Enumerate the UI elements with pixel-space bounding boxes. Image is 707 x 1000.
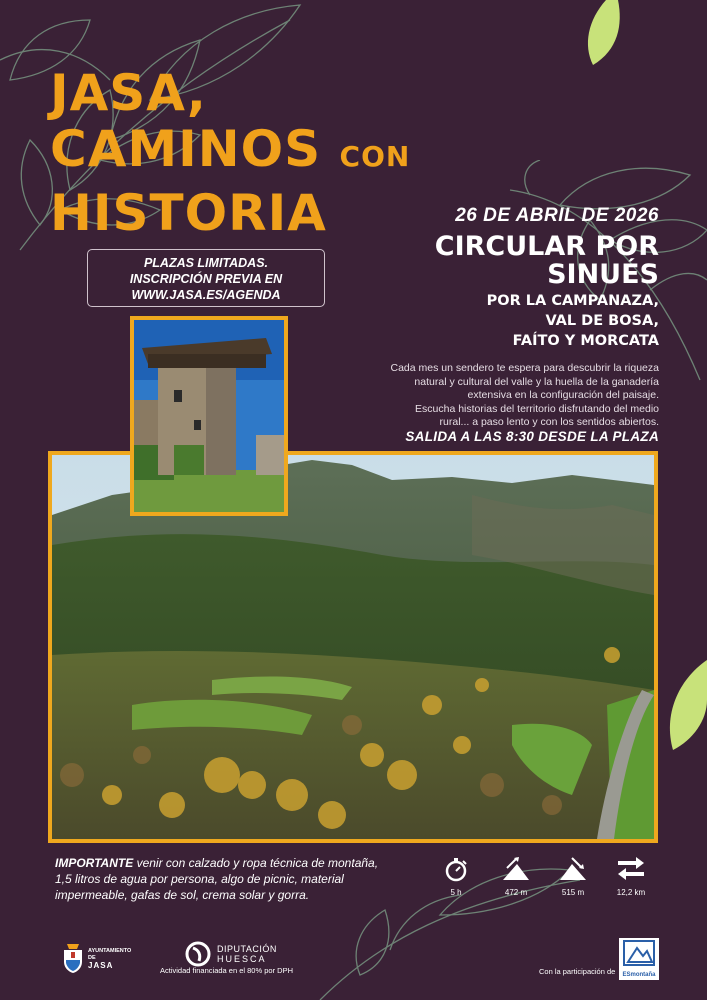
tower-image [134, 320, 284, 512]
stat-descent-value: 515 m [561, 888, 585, 897]
description-line-2: natural y cultural del valle y la huella de la ganadería [414, 375, 659, 388]
green-leaf-top-right [578, 0, 628, 70]
route-via-line-2: VAL DE BOSA, [545, 313, 659, 329]
dph-name [217, 944, 277, 964]
municipality-shield-icon [62, 942, 84, 974]
important-line-1-rest: venir con calzado y ropa técnica de montaña, [133, 856, 379, 870]
important-line-1 [55, 855, 435, 871]
title-line-1: JASA, [50, 64, 207, 122]
route-name [339, 233, 659, 289]
event-info [339, 205, 659, 351]
route-via [339, 291, 659, 351]
registration-line-1: PLAZAS LIMITADAS. [143, 256, 269, 270]
important-lead: IMPORTANTE [55, 856, 134, 870]
important-line-2: 1,5 litros de agua por persona, algo de picnic, material [55, 872, 344, 886]
stopwatch-icon [443, 856, 469, 882]
route-name-line-1: CIRCULAR POR [434, 231, 659, 262]
dph-name-line-1: DIPUTACIÓN [217, 944, 277, 954]
mountain-logo-icon [619, 938, 659, 968]
title-line-3: HISTORIA [50, 184, 327, 242]
stat-descent [548, 856, 598, 897]
tower-photo [130, 316, 288, 516]
stat-distance-value: 12,2 km [616, 888, 646, 897]
esmontana-text: ESmontaña [622, 972, 656, 978]
important-note [55, 855, 435, 903]
event-date: 26 DE ABRIL DE 2026 [455, 205, 659, 226]
dph-caption: Actividad financiada en el 80% por DPH [160, 966, 293, 975]
dph-name-line-2: HUESCA [217, 954, 267, 964]
municipality-label-line-1: AYUNTAMIENTO DE [88, 948, 132, 961]
participation-label: Con la participación de [539, 967, 616, 976]
description-line-3: extensiva en la configuración del paisaje. [467, 389, 659, 401]
dph-logo-icon [185, 941, 213, 967]
stat-duration-value: 5 h [450, 888, 462, 897]
event-description [359, 362, 659, 430]
description-line-1: Cada mes un sendero te espera para descubrir la riqueza [390, 362, 659, 374]
registration-box [87, 249, 325, 307]
description-line-4: Escucha historias del territorio disfrutando del medio [415, 402, 659, 415]
title-line-2 [50, 121, 410, 185]
important-line-3: impermeable, gafas de sol, crema solar y gorra. [55, 888, 310, 902]
ascent-icon [501, 856, 531, 882]
route-name-line-2: SINUÉS [547, 259, 659, 290]
stat-ascent-value: 472 m [504, 888, 528, 897]
green-leaf-right [663, 660, 707, 755]
description-line-5: rural... a paso lento y con los sentidos abiertos. [439, 416, 659, 428]
route-via-line-1: POR LA CAMPANAZA, [486, 293, 659, 309]
registration-link[interactable]: WWW.JASA.ES/AGENDA [131, 288, 281, 302]
stat-duration [431, 856, 481, 897]
departure-info: SALIDA A LAS 8:30 DESDE LA PLAZA [405, 429, 659, 444]
stat-distance [606, 856, 656, 897]
route-via-line-3: FAÍTO Y MORCATA [512, 333, 659, 349]
municipality-label [88, 948, 138, 969]
title-line-2-small: CON [339, 140, 411, 173]
title-line-2-main: CAMINOS [50, 120, 322, 178]
descent-icon [558, 856, 588, 882]
distance-arrows-icon [616, 856, 646, 882]
stat-ascent [491, 856, 541, 897]
esmontana-logo [619, 938, 659, 980]
municipality-label-line-2: JASA [88, 961, 114, 970]
registration-line-2: INSCRIPCIÓN PREVIA EN [129, 272, 283, 286]
